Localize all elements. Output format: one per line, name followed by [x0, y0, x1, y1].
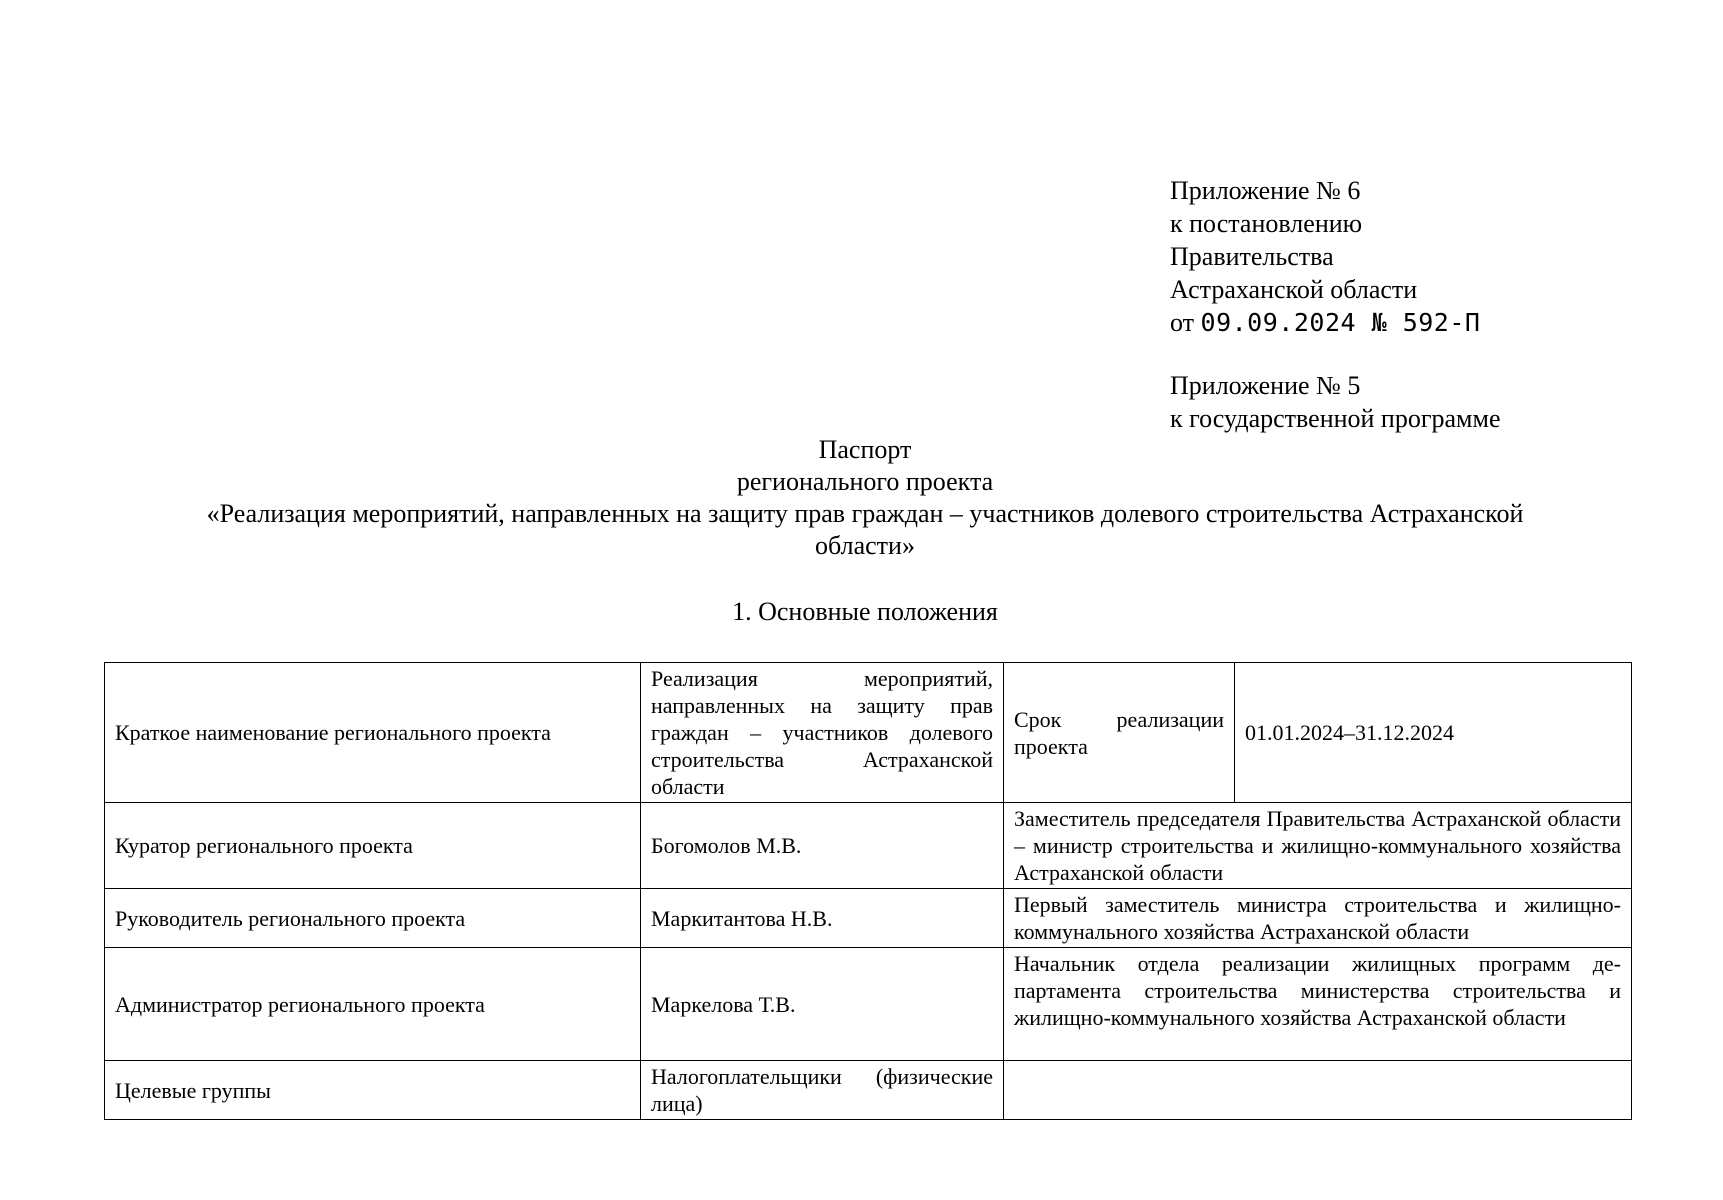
curator-position: Заместитель председателя Правительства Астраханской области – министр строительства и жилищно-коммунального хозяйства Астраханской области	[1004, 803, 1632, 889]
row-label-target-groups: Целевые группы	[105, 1061, 641, 1120]
title-project-name-end: области»	[815, 531, 915, 560]
title-project-name: «Реализация мероприятий, направленных на защиту прав граждан – участников долевого строительства Астраханской	[206, 499, 1524, 528]
appendix-6-date-line	[1170, 306, 1480, 339]
row-label-head: Руководитель регионального проекта	[105, 889, 641, 948]
appendix-6-date-prefix: от	[1170, 308, 1195, 337]
row-label-administrator: Администратор регионального проекта	[105, 948, 641, 1061]
term-value: 01.01.2024–31.12.2024	[1235, 663, 1632, 803]
appendix-5-block	[1170, 369, 1501, 435]
appendix-6-block	[1170, 174, 1480, 339]
passport-table	[104, 662, 1632, 1120]
title-passport: Паспорт	[818, 435, 912, 464]
appendix-6-to-resolution: к постановлению	[1170, 209, 1363, 238]
document-title	[100, 434, 1630, 562]
administrator-name: Маркелова Т.В.	[641, 948, 1004, 1061]
table-row	[105, 889, 1632, 948]
table-row	[105, 948, 1632, 1061]
target-groups-extra	[1004, 1061, 1632, 1120]
head-name: Маркитантова Н.В.	[641, 889, 1004, 948]
section-heading: 1. Основные положения	[732, 597, 998, 626]
table-row	[105, 803, 1632, 889]
title-regional-project: регионального проекта	[736, 467, 994, 496]
row-label-curator: Куратор регионального проекта	[105, 803, 641, 889]
appendix-6-region: Астраханской области	[1170, 275, 1418, 304]
administrator-position: Начальник отдела реализации жилищных программ департамента строительства министерства строительства и жилищно-коммунального хозяйства Астраханской области	[1004, 948, 1632, 1061]
head-position: Первый заместитель министра строительства и жилищно-коммунального хозяйства Астраханской области	[1004, 889, 1632, 948]
appendix-6-number: Приложение № 6	[1170, 176, 1361, 205]
table-row	[105, 1061, 1632, 1120]
appendix-6-government: Правительства	[1170, 242, 1334, 271]
project-short-name-value: Реализация мероприятий, направленных на защиту прав граждан – участников долевого строительства Астраханской области	[641, 663, 1004, 803]
row-label-short-name: Краткое наименование регионального проекта	[105, 663, 641, 803]
table-row	[105, 663, 1632, 803]
target-groups-value: Налогоплательщики (физические лица)	[641, 1061, 1004, 1120]
term-label: Срок реализации проекта	[1004, 663, 1235, 803]
resolution-date-stamp: 09.09.2024 № 592-П	[1200, 308, 1481, 337]
curator-name: Богомолов М.В.	[641, 803, 1004, 889]
appendix-5-to-program: к государственной программе	[1170, 404, 1501, 433]
appendix-5-number: Приложение № 5	[1170, 371, 1361, 400]
